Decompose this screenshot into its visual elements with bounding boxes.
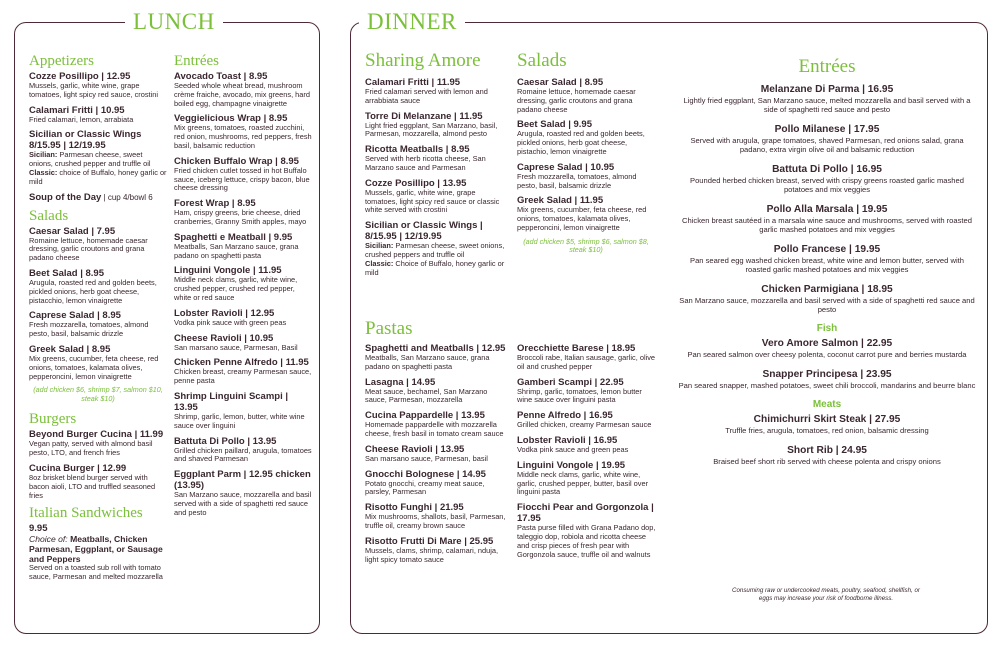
dinner-salads-heading: Salads: [517, 50, 567, 71]
menu-item: Calamari Fritti | 11.95 Fried calamari served with lemon and arrabbiata sauce: [365, 77, 488, 105]
menu-item: Avocado Toast | 8.95 Seeded whole wheat bread, mushroom crème fraiche, avocado, mix greens, hard boiled egg, champagne vinaigrette: [174, 71, 310, 108]
menu-item: Vero Amore Salmon | 22.95 Pan seared salmon over cheesy polenta, coconut carrot pure and berries mustarda: [687, 338, 967, 359]
lunch-entrees-heading: Entrées: [174, 53, 219, 69]
lunch-sandwiches-heading: Italian Sandwiches: [29, 505, 143, 522]
lunch-column-right: [174, 53, 312, 523]
menu-item: Gamberi Scampi | 22.95 Shrimp, garlic, tomatoes, lemon butter wine sauce over linguini pasta: [517, 376, 642, 405]
lunch-salad-addon: (add chicken $6, shrimp $7, salmon $10, steak $10): [33, 385, 163, 403]
dinner-salads-column: [517, 51, 655, 263]
menu-item: Beyond Burger Cucina | 11.99 Vegan patty, served with almond basil pesto, LTO, and french fries: [29, 429, 164, 458]
menu-item: Cheese Ravioli | 13.95 San marsano sauce, Parmesan, basil: [365, 443, 488, 463]
menu-item: Short Rib | 24.95 Braised beef short rib served with cheese polenta and crispy onions: [713, 445, 941, 466]
menu-item: Forest Wrap | 8.95 Ham, crispy greens, brie cheese, dried cranberries, Granny Smith apples, mayo: [174, 198, 307, 226]
menu-item: Pollo Francese | 19.95 Pan seared egg washed chicken breast, white wine and lemon butter, served with roasted garlic mashed potatoes and mix veggies: [690, 244, 964, 274]
menu-item: Cheese Ravioli | 10.95 San marsano sauce, Parmesan, Basil: [174, 332, 298, 352]
menu-item: Gnocchi Bolognese | 14.95 Potato gnocchi, creamy meat sauce, parsley, Parmesan: [365, 468, 486, 497]
lunch-appetizers-heading: Appetizers: [29, 53, 94, 69]
menu-item: Torre Di Melanzane | 11.95 Light fried eggplant, San Marzano, basil, Parmesan, mozzarella, almond pesto: [365, 110, 498, 139]
menu-item: Greek Salad | 8.95 Mix greens, cucumber, feta cheese, red onions, tomatoes, kalamata olives, pepperoncini, lemon vinaigrette: [29, 343, 159, 381]
menu-item: Risotto Frutti Di Mare | 25.95 Mussels, clams, shrimp, calamari, nduja, light spicy tomato sauce: [365, 535, 499, 564]
dinner-entrees-heading: Entrées: [798, 56, 856, 77]
fish-heading: Fish: [816, 323, 838, 334]
menu-item: 9.95 Choice of: Meatballs, Chicken Parmesan, Eggplant, or Sausage and Peppers Served on a toasted sub roll with tomato sauce, Parmesan and melted mozzarella: [29, 523, 163, 582]
menu-item: Ricotta Meatballs | 8.95 Served with herb ricotta cheese, San Marzano sauce and Parmesan: [365, 144, 486, 172]
dinner-sharing-column: [365, 51, 509, 282]
lunch-burgers-heading: Burgers: [29, 411, 77, 428]
food-safety-disclaimer: Consuming raw or undercooked meats, poultry, seafood, shellfish, or eggs may increase your risk of foodborne illness.: [731, 587, 920, 602]
menu-item: Risotto Funghi | 21.95 Mix mushrooms, shallots, basil, Parmesan, truffle oil, creamy brown sauce: [365, 502, 506, 530]
menu-item: Snapper Principesa | 23.95 Pan seared snapper, mashed potatoes, sweet chili broccoli, mandarins and beurre blanc: [678, 369, 976, 390]
menu-item: Chimichurri Skirt Steak | 27.95 Truffle fries, arugula, tomatoes, red onion, balsamic dressing: [725, 414, 929, 435]
menu-item: Pollo Alla Marsala | 19.95 Chicken breast sautéed in a marsala wine sauce and mushrooms, served with roasted garlic mashed potatoes and mix veggies: [682, 204, 972, 234]
menu-item: Caesar Salad | 7.95 Romaine lettuce, homemade caesar dressing, garlic croutons and grana padano cheese: [29, 225, 148, 263]
lunch-salads-heading: Salads: [29, 207, 69, 224]
dinner-title: DINNER: [359, 9, 465, 35]
menu-item: Penne Alfredo | 16.95 Grilled chicken, creamy Parmesan sauce: [517, 410, 652, 430]
menu-item: Fiocchi Pear and Gorgonzola | 17.95 Pasta purse filled with Grana Padano dop, taleggio dop, robiola and ricotta cheese and crisp pieces of fresh pear with Gorgonzola sauce, truffle oil and walnuts: [517, 502, 656, 559]
menu-item: Chicken Buffalo Wrap | 8.95 Fried chicken cutlet tossed in hot Buffalo sauce, iceberg lettuce, crispy bacon, blue cheese dressing: [174, 155, 310, 193]
menu-item: Veggielicious Wrap | 8.95 Mix greens, tomatoes, roasted zucchini, red onion, mushrooms, red peppers, fresh basil, balsamic reduction: [174, 113, 312, 150]
menu-item: Sicilian or Classic Wings | 8/15.95 | 12/19.95 Sicilian: Parmesan cheese, sweet onions, crushed peppers and truffle oil Classic: Choice of Buffalo, honey garlic or mild: [365, 220, 505, 277]
menu-item: Linguini Vongole | 19.95 Middle neck clams, garlic, white wine, garlic, crushed pepper, butter, basil over linguini pasta: [517, 459, 649, 497]
lunch-panel: [14, 9, 320, 634]
dinner-salad-addon: (add chicken $5, shrimp $6, salmon $8, steak $10): [523, 236, 649, 255]
menu-item: Beet Salad | 8.95 Arugula, roasted red and golden beets, pickled onions, herb goat cheese, pistacchio, lemon vinaigrette: [29, 267, 157, 305]
menu-item: Cozze Posillipo | 12.95 Mussels, garlic, white wine, grape tomatoes, light spicy red sauce, crostini: [29, 71, 158, 99]
menu-item: Cucina Pappardelle | 13.95 Homemade pappardelle with mozzarella cheese, fresh basil in tomato cream sauce: [365, 410, 504, 438]
menu-item: Linguini Vongole | 11.95 Middle neck clams, garlic, white wine, crushed pepper, crushed red pepper, white or red sauce: [174, 265, 298, 302]
dinner-sharing-heading: Sharing Amore: [365, 50, 481, 71]
menu-item: Spaghetti and Meatballs | 12.95 Meatballs, San Marzano sauce, grana padano on spaghetti pasta: [365, 343, 506, 371]
menu-item: Lobster Ravioli | 16.95 Vodka pink sauce and green peas: [517, 434, 629, 454]
menu-item: Cozze Posillipo | 13.95 Mussels, garlic, white wine, grape tomatoes, light spicy red sauce or classic white served with crostini: [365, 177, 500, 215]
menu-item: Greek Salad | 11.95 Mix greens, cucumber, feta cheese, red onions, tomatoes, kalamata olives, pepperoncini, lemon vinaigrette: [517, 195, 647, 232]
menu-item: Shrimp Linguini Scampi | 13.95 Shrimp, garlic, lemon, butter, white wine sauce over linguini: [174, 390, 305, 430]
dinner-pastas-section: [365, 319, 661, 345]
menu-item: Chicken Penne Alfredo | 11.95 Chicken breast, creamy Parmesan sauce, penne pasta: [174, 357, 312, 386]
menu-item: Beet Salad | 9.95 Arugula, roasted red and golden beets, pickled onions, herb goat cheese, pistachio, lemon vinaigrette: [517, 119, 645, 156]
menu-item: Caprese Salad | 8.95 Fresh mozzarella, tomatoes, almond pesto, basil, balsamic drizzle: [29, 310, 149, 339]
lunch-title: LUNCH: [125, 9, 223, 35]
dinner-pastas-heading: Pastas: [365, 318, 413, 339]
menu-item: Caesar Salad | 8.95 Romaine lettuce, homemade caesar dressing, garlic croutons and grana padano cheese: [517, 77, 636, 114]
dinner-pastas-right: [517, 343, 657, 564]
menu-item: Melanzane Di Parma | 16.95 Lightly fried eggplant, San Marzano sauce, melted mozzarella and basil served with a side of spaghetti red sauce and pesto: [683, 84, 971, 114]
menu-item: Battuta Di Pollo | 13.95 Grilled chicken paillard, arugula, tomatoes and shaved Parmesan: [174, 435, 312, 464]
menu-item: Calamari Fritti | 10.95 Fried calamari, lemon, arrabiata: [29, 104, 134, 124]
menu-item: Soup of the Day | cup 4/bowl 6: [29, 191, 153, 203]
lunch-column-left: [29, 53, 167, 587]
meats-heading: Meats: [812, 399, 842, 410]
menu-item: Sicilian or Classic Wings 8/15.95 | 12/19.95 Sicilian: Parmesan cheese, sweet onions, crushed pepper and truffle oil Classic: choice of Buffalo, honey garlic or mild: [29, 129, 167, 186]
menu-item: Pollo Milanese | 17.95 Served with arugula, grape tomatoes, shaved Parmesan, red onions salad, grana padano, extra virgin olive oil and balsamic reduction: [690, 124, 964, 154]
menu-item: Cucina Burger | 12.99 8oz brisket blend burger served with bacon aioli, LTO and truffled seasoned fries: [29, 462, 156, 500]
dinner-pastas-left: [365, 343, 509, 569]
menu-item: Caprese Salad | 10.95 Fresh mozzarella, tomatoes, almond pesto, basil, balsamic drizzle: [517, 161, 637, 190]
menu-item: Chicken Parmigiana | 18.95 San Marzano sauce, mozzarella and basil served with a side of spaghetti red sauce and pesto: [679, 284, 975, 314]
menu-item: Lobster Ravioli | 12.95 Vodka pink sauce with green peas: [174, 307, 287, 327]
menu-item: Orecchiette Barese | 18.95 Broccoli rabe, Italian sausage, garlic, olive oil and crushed pepper: [517, 343, 656, 371]
dinner-entrees-column: [677, 57, 977, 475]
menu-item: Lasagna | 14.95 Meat sauce, bechamel, San Marzano sauce, Parmesan, mozzarella: [365, 376, 488, 405]
menu-item: Spaghetti e Meatball | 9.95 Meatballs, San Marzano sauce, grana padano on spaghetti pasta: [174, 231, 299, 260]
menu-item: Battuta Di Pollo | 16.95 Pounded herbed chicken breast, served with crispy greens roasted garlic mashed potatoes and mix veggies: [690, 164, 964, 194]
dinner-panel: [350, 9, 988, 634]
menu-item: Eggplant Parm | 12.95 chicken (13.95) San Marzano sauce, mozzarella and basil served with a side of spaghetti red sauce and pesto: [174, 469, 312, 517]
